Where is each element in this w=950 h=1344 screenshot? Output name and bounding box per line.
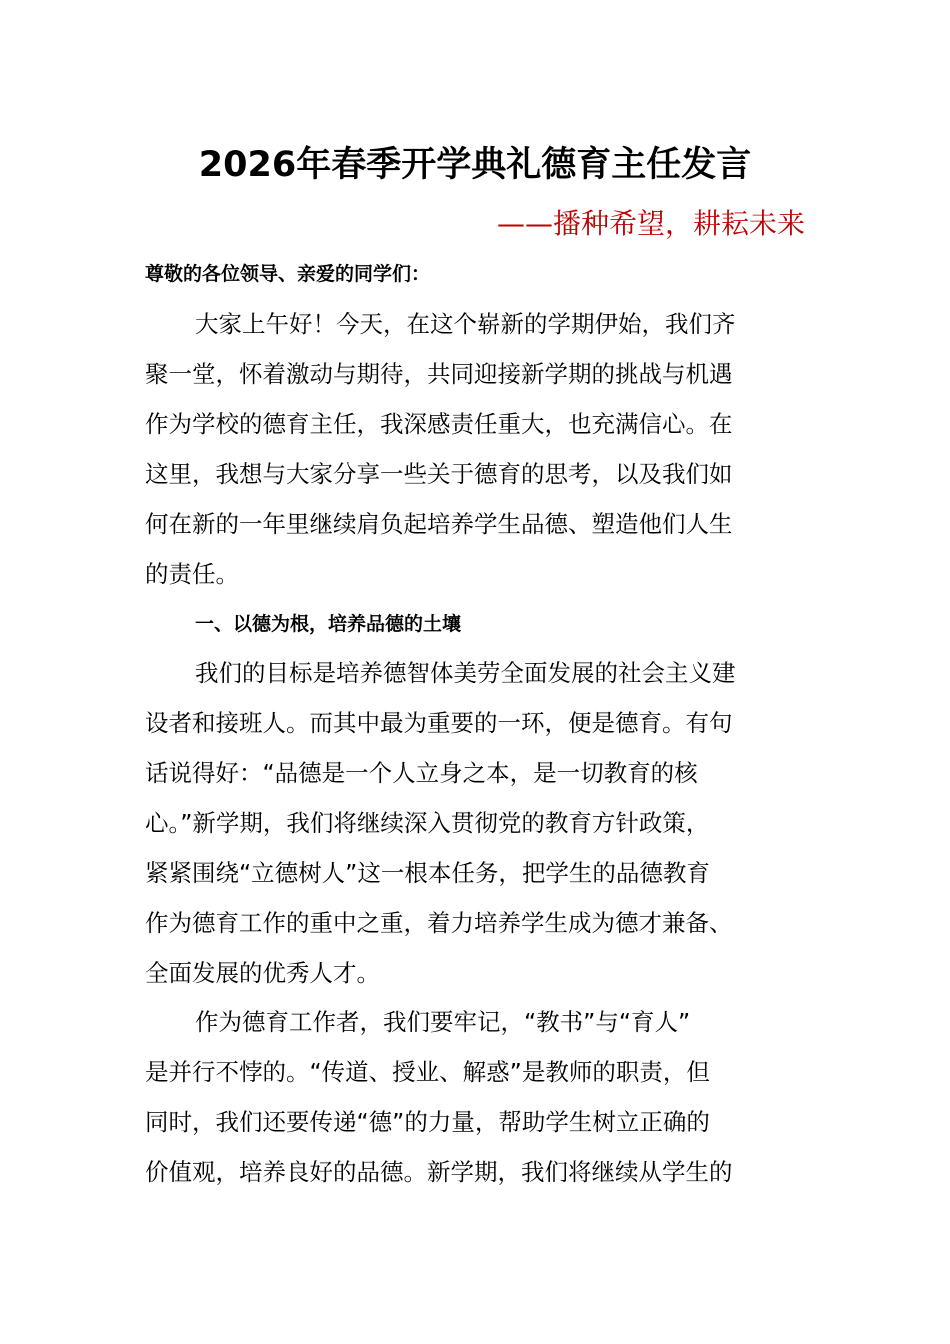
paragraph-line: 设者和接班人。而其中最为重要的一环，便是德育。有句 [145,709,733,737]
paragraph-line: 我们的目标是培养德智体美劳全面发展的社会主义建 [195,659,736,687]
paragraph-line: 的责任。 [145,560,239,588]
paragraph-line: 作为学校的德育主任，我深感责任重大，也充满信心。在 [145,410,733,438]
paragraph-line: 价值观，培养良好的品德。新学期，我们将继续从学生的 [145,1158,733,1186]
paragraph-line: 大家上午好！今天，在这个崭新的学期伊始，我们齐 [195,310,736,338]
salutation: 尊敬的各位领导、亲爱的同学们： [145,263,431,285]
document-subtitle: ——播种希望，耕耘未来 [496,207,805,240]
paragraph-line: 心。”新学期，我们将继续深入贯彻党的教育方针政策， [145,809,710,837]
paragraph-line: 紧紧围绕“立德树人”这一根本任务，把学生的品德教育 [145,859,710,887]
paragraph-line: 作为德育工作的重中之重，着力培养学生成为德才兼备、 [145,909,733,937]
document-title: 2026年春季开学典礼德育主任发言 [198,145,752,185]
paragraph-line: 同时，我们还要传递“德”的力量，帮助学生树立正确的 [145,1108,710,1136]
paragraph-line: 这里，我想与大家分享一些关于德育的思考，以及我们如 [145,460,733,488]
paragraph-line: 作为德育工作者，我们要牢记，“教书”与“育人” [195,1008,691,1036]
paragraph-line: 聚一堂，怀着激动与期待，共同迎接新学期的挑战与机遇 [145,360,733,388]
paragraph-line: 话说得好：“品德是一个人立身之本，是一切教育的核 [145,759,698,787]
paragraph-line: 是并行不悖的。“传道、授业、解惑”是教师的职责，但 [145,1058,710,1086]
paragraph-line: 全面发展的优秀人才。 [145,959,380,987]
section-heading: 一、以德为根，培养品德的土壤 [195,613,462,635]
paragraph-line: 何在新的一年里继续肩负起培养学生品德、塑造他们人生 [145,510,733,538]
